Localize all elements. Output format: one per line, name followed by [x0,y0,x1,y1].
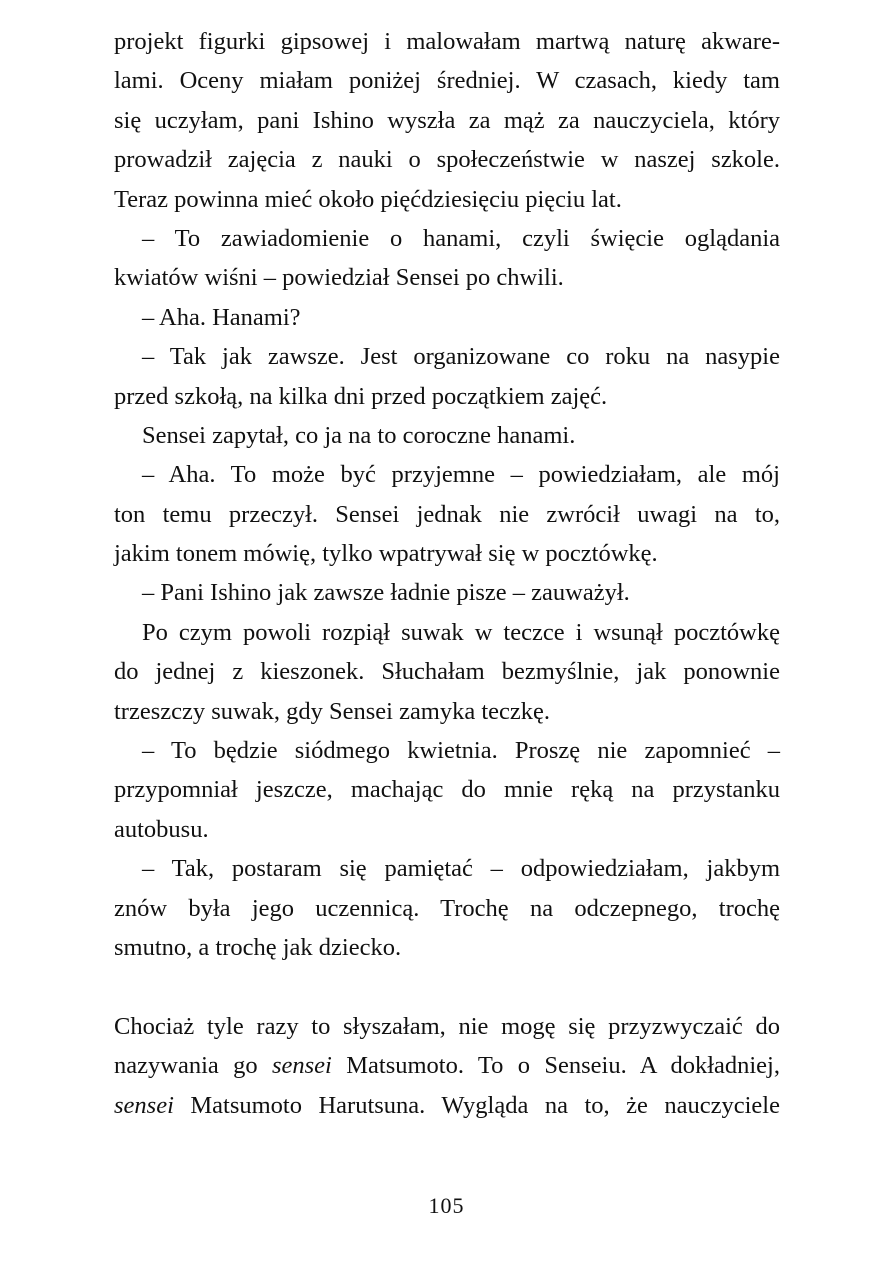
section-text-line [114,1046,780,1085]
dialogue-line: – Tak jak zawsze. Jest organizowane co roku na nasypie [142,343,780,371]
text-line: trzeszczy suwak, gdy Sensei zamyka teczkę. [114,697,551,725]
italic-term: sensei [114,1091,174,1119]
section-text-line: Chociaż tyle razy to słyszałam, nie mogę się przyzwyczaić do [114,1012,780,1040]
text-line: przypomniał jeszcze, machając do mnie ręką na przystanku [114,776,780,804]
text-line: ton temu przeczył. Sensei jednak nie zwrócił uwagi na to, [114,500,780,528]
dialogue-line: – Tak, postaram się pamiętać – odpowiedziałam, jakbym [142,855,780,883]
italic-term: sensei [271,1052,332,1080]
paragraph-line: Sensei zapytał, co ja na to coroczne hanami. [142,421,576,449]
text-line: jakim tonem mówię, tylko wpatrywał się w pocztówkę. [114,540,658,568]
text-line: przed szkołą, na kilka dni przed początkiem zajęć. [114,382,608,410]
text-line: kwiatów wiśni – powiedział Sensei po chwili. [114,264,564,292]
book-page-text [114,22,780,1125]
dialogue-line: – To będzie siódmego kwietnia. Proszę nie zapomnieć – [142,737,780,765]
text-line: się uczyłam, pani Ishino wyszła za mąż za nauczyciela, który [114,106,780,134]
text-line: lami. Oceny miałam poniżej średniej. W czasach, kiedy tam [114,67,780,95]
dialogue-line: – Aha. To może być przyjemne – powiedziałam, ale mój [142,461,780,489]
text-line: projekt figurki gipsowej i malowałam martwą naturę akware- [114,28,780,55]
dialogue-line: – Pani Ishino jak zawsze ładnie pisze – zauważył. [142,579,630,607]
text-line: prowadził zajęcia z nauki o społeczeństwie w naszej szkole. [114,146,780,174]
dialogue-line: – To zawiadomienie o hanami, czyli święcie oglądania [142,224,780,252]
paragraph-line: Po czym powoli rozpiął suwak w teczce i wsunął pocztówkę [142,618,780,646]
dialogue-line: – Aha. Hanami? [142,303,301,331]
section-break [114,967,780,1006]
section-text-line [114,1086,780,1125]
text-line: do jednej z kieszonek. Słuchałam bezmyślnie, jak ponownie [114,658,780,686]
text-line: znów była jego uczennicą. Trochę na odczepnego, trochę [114,894,780,922]
text-line: Teraz powinna mieć około pięćdziesięciu pięciu lat. [114,185,622,213]
text-line: smutno, a trochę jak dziecko. [114,933,402,961]
text-line: autobusu. [114,815,209,843]
page-number: 105 [428,1193,465,1218]
text-span: Matsumoto. To o Senseiu. A dokładniej, [331,1052,780,1080]
text-span: Matsumoto Harutsuna. Wygląda na to, że nauczyciele [173,1091,780,1119]
text-span: nazywania go [114,1052,272,1080]
